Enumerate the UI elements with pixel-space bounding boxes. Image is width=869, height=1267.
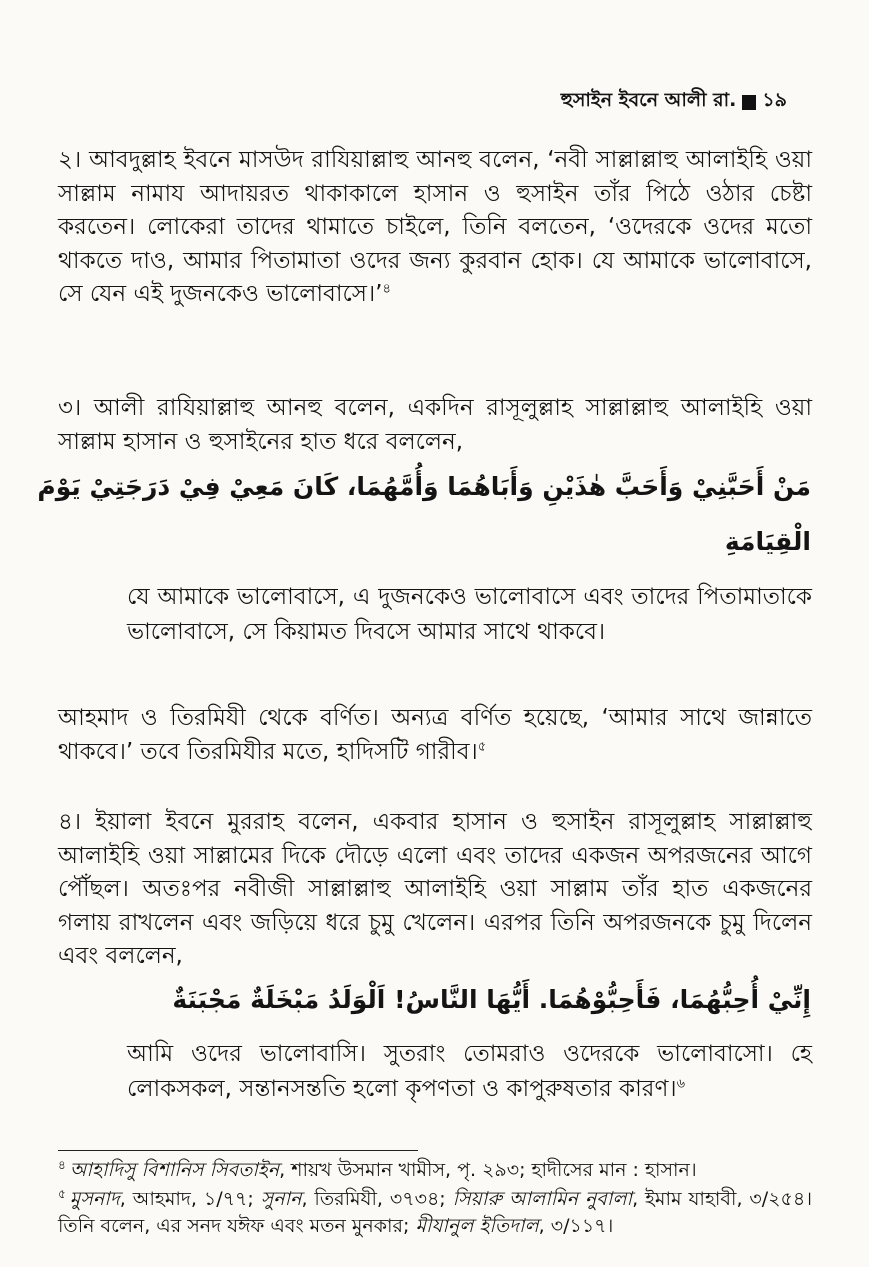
footnote-4 — [58, 1157, 812, 1184]
translation-3: যে আমাকে ভালোবাসে, এ দুজনকেও ভালোবাসে এবং তাদের পিতামাতাকে ভালোবাসে, সে কিয়ামত দিবসে আমার সাথে থাকবে। — [127, 584, 812, 645]
running-title: হুসাইন ইবনে আলী রা. — [560, 89, 737, 111]
page-number: ১৯ — [762, 89, 787, 111]
footnote-5-title-mizan: মীযানুল ইতিদাল — [415, 1215, 539, 1237]
square-bullet-icon — [742, 95, 756, 110]
footnote-5 — [58, 1186, 812, 1240]
footnote-5-part-b: , আহমাদ, ১/৭৭; — [119, 1188, 261, 1210]
hadith-paragraph-4 — [58, 806, 812, 974]
hadith-paragraph-2 — [58, 144, 812, 312]
footnote-5-title-siyar: সিয়ারু আলামিন নুবালা — [452, 1188, 633, 1210]
footnote-ref-6[interactable]: ৬ — [676, 1075, 686, 1091]
footnote-divider — [58, 1150, 418, 1151]
running-header — [561, 86, 787, 118]
footnote-5-part-h: , ৩/১১৭। — [538, 1215, 614, 1237]
footnote-4-number: ৪ — [58, 1157, 66, 1172]
footnote-5-number: ৫ — [58, 1186, 66, 1201]
arabic-quote-3-line-1: مَنْ أَحَبَّنِيْ وَأَحَبَّ هٰذَيْنِ وَأَبَاهُمَا وَأُمَّهُمَا، كَانَ مَعِيْ فِيْ دَرَجَتِيْ يَوْمَ — [37, 472, 811, 501]
footnote-5-title-sunan: সুনান — [260, 1188, 302, 1210]
paragraph-4-text: ৪। ইয়ালা ইবনে মুররাহ বলেন, একবার হাসান ও হুসাইন রাসূলুল্লাহ সাল্লাল্লাহু আলাইহি ওয়া সাল্লামের দিকে দৌড়ে এলো এবং তাদের একজন অপরজনের আগে পৌঁছল। অতঃপর নবীজী সাল্লাল্লাহু আলাইহি ওয়া সাল্লাম তাঁর হাত একজনের গলায় রাখলেন এবং জড়িয়ে ধরে চুমু খেলেন। এরপর তিনি অপরজনকে চুমু দিলেন এবং বললেন, — [58, 809, 812, 969]
paragraph-3-tail: আহমাদ ও তিরমিযী থেকে বর্ণিত। অন্যত্র বর্ণিত হয়েছে, ‘আমার সাথে জান্নাতে থাকবে।’ তবে তিরমিযীর মতে, হাদিসটি গারীব। — [58, 705, 812, 765]
footnote-4-details: , শায়খ উসমান খামীস, পৃ. ২৯৩; হাদীসের মান : হাসান। — [279, 1159, 697, 1181]
paragraph-3-text: ৩। আলী রাযিয়াল্লাহু আনহু বলেন, একদিন রাসূলুল্লাহ সাল্লাল্লাহু আলাইহি ওয়া সাল্লাম হাসান ও হুসাইনের হাত ধরে বললেন, — [58, 395, 812, 455]
hadith-paragraph-3 — [58, 392, 812, 459]
footnote-5-title-musnad: মুসনাদ — [69, 1188, 120, 1210]
hadith-paragraph-3-source — [58, 702, 812, 769]
footnote-ref-4[interactable]: ৪ — [382, 281, 391, 297]
arabic-quote-3-line-2: الْقِيَامَةِ — [724, 527, 811, 556]
footnote-5-part-f: , ইমাম যাহাবী, ৩/২৫৪। তিনি বলেন, এর সনদ যঈফ এবং মতন মুনকার; — [58, 1188, 812, 1237]
translation-4-text: আমি ওদের ভালোবাসি। সুতরাং তোমরাও ওদেরকে ভালোবাসো। হে লোকসকল, সন্তানসন্ততি হলো কৃপণতা ও কাপুরুষতার কারণ। — [127, 1041, 812, 1102]
paragraph-2-text: ২। আবদুল্লাহ ইবনে মাসউদ রাযিয়াল্লাহু আনহু বলেন, ‘নবী সাল্লাল্লাহু আলাইহি ওয়া সাল্লাম নামায আদায়রত থাকাকালে হাসান ও হুসাইন তাঁর পিঠে ওঠার চেষ্টা করতেন। লোকেরা তাদের থামাতে চাইলে, তিনি বলতেন, ‘ওদেরকে ওদের মতো থাকতে দাও, আমার পিতামাতা ওদের জন্য কুরবান হোক। যে আমাকে ভালোবাসে, সে যেন এই দুজনকেও ভালোবাসে।’ — [58, 147, 812, 307]
footnote-4-title: আহাদিসু বিশানিস সিবতাইন — [69, 1159, 280, 1181]
footnote-ref-5[interactable]: ৫ — [477, 738, 487, 754]
footnote-5-part-d: , তিরমিযী, ৩৭৩৪; — [301, 1188, 453, 1210]
translation-4 — [127, 1037, 812, 1106]
arabic-quote-4: إِنِّيْ أُحِبُّهُمَا، فَأَحِبُّوْهُمَا. أَيُّهَا النَّاسُ! اَلْوَلَدُ مَبْخَلَةٌ مَجْبَنَةٌ — [172, 985, 811, 1014]
